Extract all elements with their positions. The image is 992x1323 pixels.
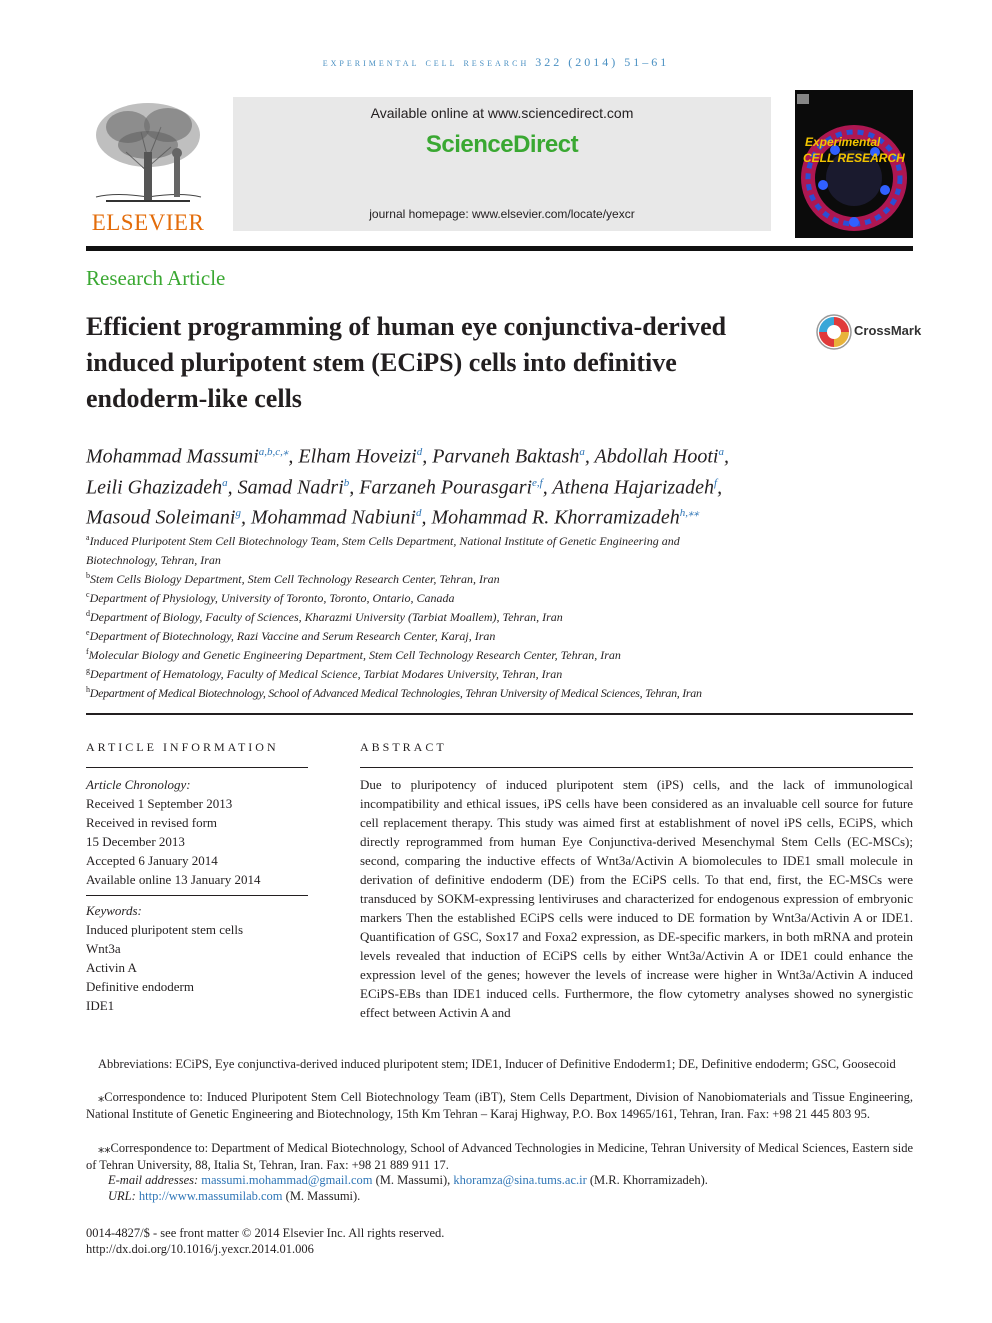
author-sup[interactable]: b	[343, 476, 350, 489]
article-info-heading: ARTICLE INFORMATION	[86, 740, 279, 754]
author-sep: ,	[717, 476, 723, 499]
keyword-item: Definitive endoderm	[86, 979, 194, 994]
url-owner: (M. Massumi).	[282, 1189, 361, 1203]
affiliation-text-cont: Biotechnology, Tehran, Iran	[86, 553, 221, 567]
keyword-item: Activin A	[86, 960, 137, 975]
article-type-label: Research Article	[86, 266, 226, 290]
affiliation-text: Department of Biotechnology, Razi Vaccine and Serum Research Center, Karaj, Iran	[89, 629, 496, 643]
abstract-text: Due to pluripotency of induced pluripotent stem (iPS) cells, and the lack of immunological incompatibility and ethical issues, iPS cells have been considered as an invaluable cell source for future cell replacement therapy. This study was aimed first at establishment of novel iPS cells, ECiPS, which directly reprogrammed from human Eye Conjunctiva-derived Mesenchymal Stem Cells (EC-MSCs); second, comparing the inductive effects of Wnt3a/Activin A biomolecules to IDE1 small molecule in derivation of definitive endoderm (DE) from the ECiPS cells. To that end, first, the EC-MSCs were transduced by SOKM-expressing lentiviruses and characterized for endogenous expression of embryonic markers Then the established ECiPS cells were induced to DE formation by Wnt3a/Activin A or IDE1. Quantification of GSC, Sox17 and Foxa2 expression, as DE-specific markers, in both mRNA and protein levels revealed that induction of ECiPS cells by either Wnt3a/Activin A or IDE1 could enhance the expression level of the genes; however the levels of increase were higher in Wnt3a/Activin A induced ECiPS-EBs than IDE1 induced cells. Furthermore, the flow cytometry analyses showed no synergistic effect between Activin A and	[360, 777, 913, 1020]
chronology-item: Received in revised form	[86, 815, 218, 830]
author-sup[interactable]: a,b,c,⁎	[258, 446, 289, 458]
affiliation-key: c	[86, 590, 90, 599]
affiliation-text: Molecular Biology and Genetic Engineering Department, Stem Cell Technology Research Center, Tehran, Iran	[88, 648, 621, 662]
email-label: E-mail addresses:	[108, 1173, 199, 1187]
author-name: , Athena Hajarizadeh	[542, 476, 715, 499]
affiliation-text: Induced Pluripotent Stem Cell Biotechnology Team, Stem Cells Department, National Institute of Genetic Engineering and	[89, 534, 680, 548]
article-title: Efficient programming of human eye conjunctiva-derived induced pluripotent stem (ECiPS) cells into definitive endoderm-like cells	[86, 312, 727, 413]
affiliation-text: Department of Hematology, Faculty of Medical Science, Tarbiat Modares University, Tehran, Iran	[90, 667, 563, 681]
doi-link[interactable]: http://dx.doi.org/10.1016/j.yexcr.2014.01.006	[86, 1242, 314, 1256]
cover-artwork	[795, 90, 913, 238]
sciencedirect-logo[interactable]: ScienceDirect	[425, 131, 579, 158]
author-line-1	[86, 439, 826, 470]
keyword-item: Wnt3a	[86, 941, 121, 956]
author-sup[interactable]: d	[416, 446, 423, 458]
affiliation-text: Department of Medical Biotechnology, School of Advanced Medical Technologies, Tehran University of Medical Sciences, Tehran, Iran	[89, 686, 702, 700]
abstract-heading: ABSTRACT	[360, 740, 447, 754]
author-name: , Parvaneh Baktash	[422, 445, 580, 468]
available-online-text: Available online at www.sciencedirect.com	[370, 105, 634, 121]
author-sup[interactable]: a	[718, 446, 724, 458]
cover-title-line2: CELL RESEARCH	[803, 151, 905, 165]
author-line-2	[86, 470, 826, 501]
abbreviations-note	[86, 1056, 913, 1073]
elsevier-wordmark: ELSEVIER	[91, 210, 205, 235]
abbreviations-text: Abbreviations: ECiPS, Eye conjunctiva-derived induced pluripotent stem; IDE1, Inducer of Definitive Endoderm1; DE, Definitive endoderm; GSC, Goosecoid	[98, 1057, 896, 1071]
keyword-item: IDE1	[86, 998, 115, 1013]
affiliation-key: b	[86, 571, 90, 580]
journal-citation: experimental cell research 322 (2014) 51–61	[322, 55, 670, 69]
crossmark-label[interactable]: CrossMark	[854, 323, 922, 338]
author-sup[interactable]: h,⁎⁎	[679, 507, 700, 520]
keyword-item: Induced pluripotent stem cells	[86, 922, 244, 937]
chronology-item: Accepted 6 January 2014	[86, 853, 218, 868]
author-sup[interactable]: e,f	[532, 476, 543, 489]
author-name: , Mohammad Nabiuni	[240, 506, 416, 529]
url-label: URL:	[108, 1189, 136, 1203]
keywords-list	[86, 901, 308, 1015]
journal-cover-image[interactable]	[795, 90, 913, 238]
email-owner: (M.R. Khorramizadeh).	[586, 1173, 708, 1187]
author-name: Mohammad Massumi	[86, 445, 259, 468]
header-divider	[86, 246, 913, 251]
affiliation-h	[86, 680, 826, 703]
author-name: , Farzaneh Pourasgari	[349, 476, 533, 499]
correspondence-note-1	[86, 1089, 913, 1123]
affiliation-text: Stem Cells Biology Department, Stem Cell Technology Research Center, Tehran, Iran	[90, 572, 500, 586]
author-sup[interactable]: d	[415, 507, 422, 520]
affiliation-text: Department of Physiology, University of Toronto, Toronto, Ontario, Canada	[89, 591, 455, 605]
affiliation-a	[86, 528, 826, 570]
email-addresses	[86, 1172, 913, 1189]
article-chronology	[86, 775, 308, 889]
cover-title-line1: Experimental	[805, 135, 881, 149]
author-name: Masoud Soleimani	[86, 506, 236, 529]
chronology-item: Received 1 September 2013	[86, 796, 233, 811]
correspondence-note-2	[86, 1140, 913, 1174]
author-name: , Samad Nadri	[227, 476, 344, 499]
section-divider	[86, 713, 913, 715]
author-sup[interactable]: g	[235, 507, 241, 520]
affiliation-key: g	[86, 666, 90, 675]
author-sup[interactable]: a	[579, 446, 585, 458]
affiliation-key: a	[86, 533, 90, 542]
affiliation-key: f	[86, 647, 89, 656]
chronology-item: Available online 13 January 2014	[86, 872, 261, 887]
author-name: Leili Ghazizadeh	[86, 476, 223, 499]
correspondence-text: ⁎Correspondence to: Induced Pluripotent Stem Cell Biotechnology Team (iBT), Stem Cells Department, Division of Nanobiomaterials and Tissue Engineering, National Institute of Genetic Engineering and Biotechnology, 15th Km Tehran – Karaj Highway, P.O. Box 14965/161, Tehran, Iran. Fax: +98 21 445 803 95.	[86, 1090, 913, 1121]
abstract-rule	[360, 767, 913, 768]
chronology-label: Article Chronology:	[86, 777, 191, 792]
keywords-rule	[86, 895, 308, 896]
crossmark-icon[interactable]	[815, 313, 853, 351]
copyright-line: 0014-4827/$ - see front matter © 2014 Elsevier Inc. All rights reserved.	[86, 1226, 445, 1240]
author-sep: ,	[723, 445, 729, 468]
author-name: , Elham Hoveizi	[288, 445, 417, 468]
author-list	[86, 439, 826, 531]
keywords-label: Keywords:	[86, 903, 142, 918]
journal-homepage-link[interactable]: journal homepage: www.elsevier.com/locate/yexcr	[369, 207, 635, 221]
affiliation-text: Department of Biology, Faculty of Sciences, Kharazmi University (Tarbiat Moallem), Tehran, Iran	[90, 610, 563, 624]
correspondence-text: ⁎⁎Correspondence to: Department of Medical Biotechnology, School of Advanced Technologies in Medicine, Tehran University of Medical Sciences, Eastern side of Tehran University, 88, Italia St, Tehran, Iran. Fax: +98 21 889 911 17.	[86, 1141, 913, 1172]
email-owner: (M. Massumi),	[372, 1173, 454, 1187]
affiliation-key: e	[86, 628, 90, 637]
chronology-item: 15 December 2013	[86, 834, 185, 849]
url-note	[86, 1188, 913, 1205]
author-sup[interactable]: f	[714, 476, 718, 489]
author-line-3	[86, 500, 826, 531]
url-link[interactable]: http://www.massumilab.com	[138, 1189, 283, 1203]
author-name: , Abdollah Hooti	[584, 445, 719, 468]
email-link-khorramizadeh[interactable]: khoramza@sina.tums.ac.ir	[453, 1173, 587, 1187]
affiliation-key: h	[86, 685, 90, 694]
author-sup[interactable]: a	[222, 476, 228, 489]
author-name: , Mohammad R. Khorramizadeh	[421, 506, 680, 529]
affiliation-key: d	[86, 609, 90, 618]
email-link-massumi[interactable]: massumi.mohammad@gmail.com	[201, 1173, 373, 1187]
article-info-rule	[86, 767, 308, 768]
